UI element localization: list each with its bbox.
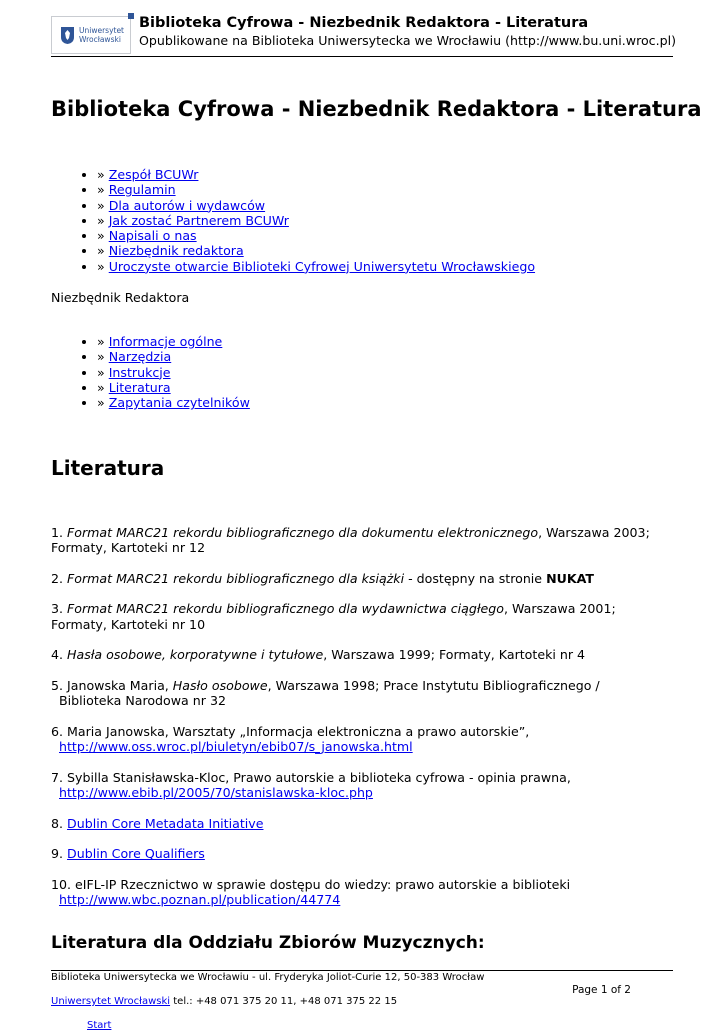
entry-text-line2: Biblioteka Narodowa nr 32 <box>59 693 226 709</box>
sub-nav-list <box>51 334 250 410</box>
sub-link-informacje[interactable]: Informacje ogólne <box>108 334 223 349</box>
sub-link-zapytania[interactable]: Zapytania czytelników <box>108 395 250 411</box>
entry-number: 2. <box>51 570 68 586</box>
main-nav-item <box>97 198 535 213</box>
nukat-label: NUKAT <box>546 570 594 586</box>
footer-university-link[interactable]: Uniwersytet Wrocławski <box>51 996 171 1007</box>
music-literature-heading: Literatura dla Oddziału Zbiorów Muzycznych: <box>51 933 485 953</box>
literature-entry-8 <box>51 816 673 831</box>
bullet-prefix: » <box>97 167 109 182</box>
sub-nav-item <box>97 395 250 410</box>
entry-number: 7. <box>51 769 68 785</box>
main-nav-item <box>97 228 535 243</box>
entry-text: , Warszawa 2001; Formaty, Kartoteki nr 10 <box>51 601 616 632</box>
entry-link[interactable]: http://www.ebib.pl/2005/70/stanislawska-kloc.php <box>59 785 373 801</box>
literature-entry-9 <box>51 846 673 861</box>
entry-title: Format MARC21 rekordu bibliograficznego dla wydawnictwa ciągłego <box>67 601 504 617</box>
logo-corner-mark <box>128 13 134 19</box>
sub-link-narzedzia[interactable]: Narzędzia <box>108 349 172 365</box>
nav-link-otwarcie[interactable]: Uroczyste otwarcie Biblioteki Cyfrowej Uniwersytetu Wrocławskiego <box>108 258 536 274</box>
entry-title: Format MARC21 rekordu bibliograficznego dla książki <box>67 570 405 586</box>
logo-text <box>79 26 124 44</box>
main-nav-item <box>97 259 535 274</box>
entry-text: , Warszawa 1998; Prace Instytutu Bibliograficznego / <box>267 677 600 693</box>
section-label: Niezbędnik Redaktora <box>51 290 190 305</box>
entry-number: 10. <box>51 876 76 892</box>
entry-link[interactable]: http://www.oss.wroc.pl/biuletyn/ebib07/s_janowska.html <box>59 739 413 755</box>
entry-link[interactable]: Dublin Core Qualifiers <box>67 846 205 862</box>
literature-entry-2 <box>51 571 673 586</box>
nav-link-napisali[interactable]: Napisali o nas <box>108 228 197 244</box>
entry-text: Maria Janowska, Warsztaty „Informacja elektroniczna a prawo autorskie”, <box>67 723 530 739</box>
bullet-prefix: » <box>97 379 109 395</box>
bullet-prefix: » <box>97 349 109 365</box>
sub-nav-item <box>97 365 250 380</box>
entry-author: Janowska Maria, <box>67 677 173 693</box>
entry-number: 8. <box>51 815 68 831</box>
bullet-prefix: » <box>97 258 109 274</box>
entry-link[interactable]: http://www.wbc.poznan.pl/publication/44774 <box>59 892 341 908</box>
bullet-prefix: » <box>97 395 109 411</box>
main-nav-item <box>97 213 535 228</box>
literature-entry-3 <box>51 601 673 632</box>
entry-link[interactable]: Dublin Core Metadata Initiative <box>67 815 264 831</box>
literature-entry-4 <box>51 647 673 662</box>
bullet-prefix: » <box>97 243 109 259</box>
entry-text: eIFL-IP Rzecznictwo w sprawie dostępu do wiedzy: prawo autorskie a biblioteki <box>75 876 571 892</box>
sub-nav-item <box>97 380 250 395</box>
main-nav-item <box>97 167 535 182</box>
eagle-seal-icon <box>60 26 75 45</box>
entry-number: 5. <box>51 677 68 693</box>
bullet-prefix: » <box>97 197 109 213</box>
sub-link-instrukcje[interactable]: Instrukcje <box>108 364 171 380</box>
header-title: Biblioteka Cyfrowa - Niezbednik Redaktora - Literatura <box>139 15 589 31</box>
sub-link-literatura[interactable]: Literatura <box>108 379 171 395</box>
main-nav-item <box>97 243 535 258</box>
nav-link-zespol[interactable]: Zespół BCUWr <box>108 167 199 182</box>
footer-phone: tel.: +48 071 375 20 11, +48 071 375 22 15 <box>170 996 398 1007</box>
literature-heading: Literatura <box>51 456 165 480</box>
footer-contact <box>51 996 397 1007</box>
entry-number: 9. <box>51 846 68 862</box>
entry-text: , Warszawa 2003; Formaty, Kartoteki nr 12 <box>51 525 650 556</box>
literature-entry-10 <box>51 877 673 908</box>
nav-link-niezbednik[interactable]: Niezbędnik redaktora <box>108 243 244 259</box>
entry-title: Hasła osobowe, korporatywne i tytułowe <box>67 647 324 663</box>
entry-title: Format MARC21 rekordu bibliograficznego dla dokumentu elektronicznego <box>67 525 539 540</box>
entry-title: Hasło osobowe <box>172 677 268 693</box>
nav-link-dla-autorow[interactable]: Dla autorów i wydawców <box>108 197 266 213</box>
main-nav-item <box>97 182 535 197</box>
literature-entry-1 <box>51 525 673 556</box>
bullet-prefix: » <box>97 334 109 349</box>
university-logo <box>51 16 131 54</box>
literature-entry-7 <box>51 770 673 801</box>
nav-link-regulamin[interactable]: Regulamin <box>108 182 176 198</box>
nav-link-partner[interactable]: Jak zostać Partnerem BCUWr <box>108 212 289 228</box>
page-number: Page 1 of 2 <box>572 984 631 996</box>
page-header <box>51 14 677 57</box>
entry-number: 3. <box>51 601 68 617</box>
literature-list <box>51 525 673 923</box>
header-subtitle: Opublikowane na Biblioteka Uniwersytecka we Wrocławiu (http://www.bu.uni.wroc.pl) <box>139 33 677 48</box>
entry-number: 4. <box>51 647 68 663</box>
logo-line-1: Uniwersytet <box>79 26 124 35</box>
literature-entry-5 <box>51 678 673 709</box>
logo-line-2: Wrocławski <box>79 35 121 44</box>
bullet-prefix: » <box>97 228 109 244</box>
bullet-prefix: » <box>97 364 109 380</box>
footer-start-link[interactable]: Start <box>87 1020 112 1031</box>
entry-text: Sybilla Stanisławska-Kloc, Prawo autorskie a biblioteka cyfrowa - opinia prawna, <box>67 769 571 785</box>
footer-address: Biblioteka Uniwersytecka we Wrocławiu - ul. Fryderyka Joliot-Curie 12, 50-383 Wrocław <box>51 972 485 983</box>
literature-entry-6 <box>51 724 673 755</box>
sub-nav-item <box>97 349 250 364</box>
sub-nav-item <box>97 334 250 349</box>
entry-number: 1. <box>51 525 68 540</box>
main-nav-list <box>51 167 535 274</box>
bullet-prefix: » <box>97 182 109 198</box>
page-title: Biblioteka Cyfrowa - Niezbednik Redaktora - Literatura <box>51 97 702 121</box>
entry-text: , Warszawa 1999; Formaty, Kartoteki nr 4 <box>323 647 586 663</box>
page-footer <box>51 970 673 1031</box>
entry-text: - dostępny na stronie <box>404 570 547 586</box>
bullet-prefix: » <box>97 212 109 228</box>
entry-number: 6. <box>51 723 68 739</box>
